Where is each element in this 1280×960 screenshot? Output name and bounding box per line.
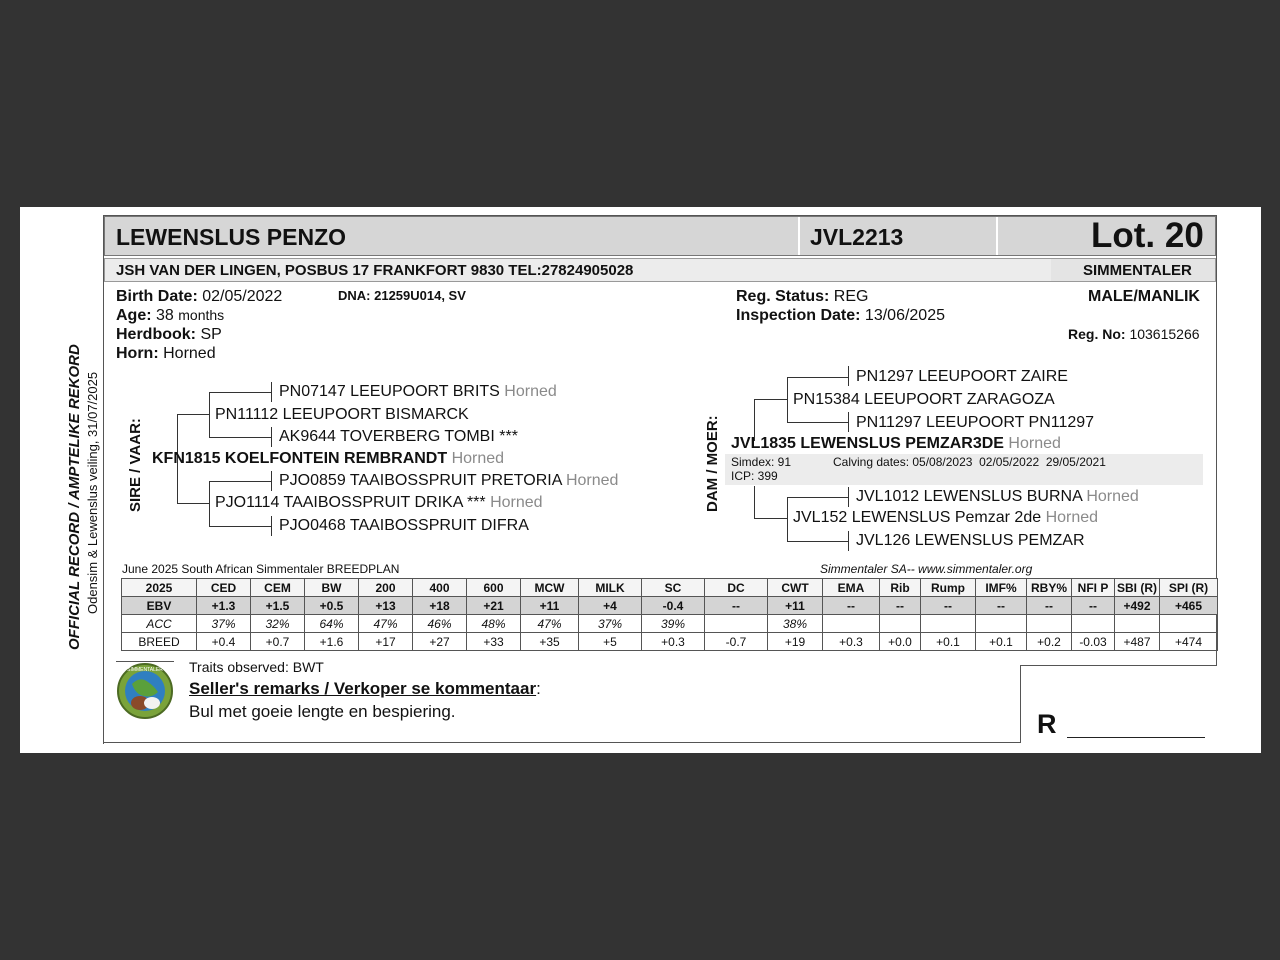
ebv-cell: +35 xyxy=(521,633,579,651)
venue-label: Odensim & Lewenslus veiling, 31/07/2025 xyxy=(85,371,100,614)
dam-sire-dam: PN11297 LEEUPOORT PN11297 xyxy=(856,414,1095,431)
svg-text:SIMMENTALER: SIMMENTALER xyxy=(127,667,163,673)
dam-sire: PN15384 LEEUPOORT ZARAGOZA xyxy=(793,391,1055,408)
dam-name: JVL1835 LEWENSLUS PEMZAR3DE Horned xyxy=(731,435,1061,452)
ebv-cell xyxy=(921,615,976,633)
sire-dam-sire: PJO0859 TAAIBOSSPRUIT PRETORIA Horned xyxy=(279,472,619,489)
animal-id: JVL2213 xyxy=(810,224,904,250)
ebv-cell: -- xyxy=(880,597,921,615)
ebv-cell: -0.03 xyxy=(1072,633,1115,651)
ebv-cell: -0.7 xyxy=(705,633,768,651)
dam-icp: ICP: 399 xyxy=(731,469,778,483)
lot-number: Lot. 20 xyxy=(1091,216,1204,255)
inspection-date: Inspection Date: 13/06/2025 xyxy=(736,307,945,324)
owner-line: JSH VAN DER LINGEN, POSBUS 17 FRANKFORT 9830 TEL:27824905028 xyxy=(116,262,634,279)
ebv-cell: +27 xyxy=(413,633,467,651)
ebv-cell xyxy=(1072,615,1115,633)
ebv-cell: +19 xyxy=(768,633,823,651)
frame-bottom xyxy=(103,742,1021,743)
ebv-cell: MCW xyxy=(521,579,579,597)
ebv-cell: 47% xyxy=(359,615,413,633)
ebv-cell: +21 xyxy=(467,597,521,615)
ebv-cell: 38% xyxy=(768,615,823,633)
ebv-cell: +13 xyxy=(359,597,413,615)
ebv-cell: +1.3 xyxy=(197,597,251,615)
dam-dam-sire: JVL1012 LEWENSLUS BURNA Horned xyxy=(856,488,1139,505)
sire-sire: PN11112 LEEUPOORT BISMARCK xyxy=(215,406,469,423)
ebv-cell: +11 xyxy=(768,597,823,615)
ebv-cell: RBY% xyxy=(1027,579,1072,597)
ebv-cell: DC xyxy=(705,579,768,597)
ebv-cell xyxy=(1160,615,1218,633)
ebv-cell: 600 xyxy=(467,579,521,597)
ebv-cell: +0.0 xyxy=(880,633,921,651)
dam-label: DAM / MOER: xyxy=(704,415,721,512)
ebv-cell: 47% xyxy=(521,615,579,633)
ebv-cell: +18 xyxy=(413,597,467,615)
ebv-cell: SBI (R) xyxy=(1115,579,1160,597)
ebv-cell: EMA xyxy=(823,579,880,597)
ebv-cell: +0.3 xyxy=(823,633,880,651)
ebv-cell: 400 xyxy=(413,579,467,597)
ebv-cell: -- xyxy=(1072,597,1115,615)
dam-calving-dates: Calving dates: 05/08/2023 02/05/2022 29/05/2021 xyxy=(833,455,1106,469)
ebv-cell xyxy=(880,615,921,633)
dna: DNA: 21259U014, SV xyxy=(338,288,466,303)
ebv-cell: +11 xyxy=(521,597,579,615)
ebv-cell: +474 xyxy=(1160,633,1218,651)
traits-observed: Traits observed: BWT xyxy=(189,659,324,675)
ebv-cell: +0.7 xyxy=(251,633,305,651)
ebv-table xyxy=(121,578,1218,651)
frame-step-v xyxy=(1020,665,1021,743)
breedplan-source: Simmentaler SA-- www.simmentaler.org xyxy=(820,562,1033,576)
price-field[interactable] xyxy=(1067,737,1205,738)
sex: MALE/MANLIK xyxy=(1088,288,1200,305)
ebv-row-ebvrow xyxy=(122,597,1218,615)
ebv-cell: +0.3 xyxy=(642,633,705,651)
ebv-cell: +4 xyxy=(579,597,642,615)
breed-name: SIMMENTALER xyxy=(1083,262,1192,279)
ebv-cell: Rump xyxy=(921,579,976,597)
ebv-cell: SC xyxy=(642,579,705,597)
sire-dam-dam: PJO0468 TAAIBOSSPRUIT DIFRA xyxy=(279,517,529,534)
animal-name: LEWENSLUS PENZO xyxy=(116,224,347,250)
ebv-cell: -- xyxy=(705,597,768,615)
ebv-cell: CWT xyxy=(768,579,823,597)
official-record-label: OFFICIAL RECORD / AMPTELIKE REKORD xyxy=(66,344,83,650)
ebv-cell: SPI (R) xyxy=(1160,579,1218,597)
ebv-cell: +0.1 xyxy=(976,633,1027,651)
ebv-cell: 48% xyxy=(467,615,521,633)
ebv-cell: IMF% xyxy=(976,579,1027,597)
ebv-cell: EBV xyxy=(122,597,197,615)
birth-date: Birth Date: 02/05/2022 xyxy=(116,288,283,305)
ebv-cell: +465 xyxy=(1160,597,1218,615)
ebv-cell: 37% xyxy=(579,615,642,633)
remarks-text: Bul met goeie lengte en bespiering. xyxy=(189,702,456,721)
dam-dam-dam: JVL126 LEWENSLUS PEMZAR xyxy=(856,532,1085,549)
ebv-cell: 37% xyxy=(197,615,251,633)
sire-name: KFN1815 KOELFONTEIN REMBRANDT Horned xyxy=(152,450,505,467)
dam-simdex: Simdex: 91 xyxy=(731,455,792,469)
ebv-cell: 64% xyxy=(305,615,359,633)
ebv-cell xyxy=(1115,615,1160,633)
ebv-cell: 39% xyxy=(642,615,705,633)
ebv-cell: +492 xyxy=(1115,597,1160,615)
herdbook: Herdbook: SP xyxy=(116,326,222,343)
ebv-cell: BW xyxy=(305,579,359,597)
ebv-cell: -- xyxy=(976,597,1027,615)
ebv-cell: 200 xyxy=(359,579,413,597)
ebv-cell: 2025 xyxy=(122,579,197,597)
ebv-cell: +0.2 xyxy=(1027,633,1072,651)
ebv-cell: Rib xyxy=(880,579,921,597)
ebv-cell xyxy=(1027,615,1072,633)
ebv-cell: +5 xyxy=(579,633,642,651)
remarks-heading: Seller's remarks / Verkoper se kommentaar: xyxy=(189,679,541,698)
ebv-cell: +1.6 xyxy=(305,633,359,651)
ebv-cell: -- xyxy=(823,597,880,615)
price-prefix: R xyxy=(1037,709,1057,739)
ebv-cell: CEM xyxy=(251,579,305,597)
ebv-cell: BREED xyxy=(122,633,197,651)
ebv-cell: +17 xyxy=(359,633,413,651)
dam-sire-sire: PN1297 LEEUPOORT ZAIRE xyxy=(856,368,1068,385)
ebv-cell: ACC xyxy=(122,615,197,633)
ebv-cell: +0.4 xyxy=(197,633,251,651)
ebv-row-acc xyxy=(122,615,1218,633)
ebv-cell: +33 xyxy=(467,633,521,651)
ebv-cell: NFI P xyxy=(1072,579,1115,597)
ebv-cell: +0.5 xyxy=(305,597,359,615)
logo xyxy=(114,662,176,720)
ebv-cell xyxy=(823,615,880,633)
horn: Horn: Horned xyxy=(116,345,216,362)
ebv-row-head xyxy=(122,579,1218,597)
ebv-cell: +487 xyxy=(1115,633,1160,651)
ebv-cell: CED xyxy=(197,579,251,597)
ebv-cell xyxy=(705,615,768,633)
dam-dam: JVL152 LEWENSLUS Pemzar 2de Horned xyxy=(793,509,1099,526)
sire-sire-dam: AK9644 TOVERBERG TOMBI *** xyxy=(279,428,518,445)
frame-step xyxy=(1020,665,1217,666)
sire-dam: PJO1114 TAAIBOSSPRUIT DRIKA *** Horned xyxy=(215,494,543,511)
ebv-cell: 32% xyxy=(251,615,305,633)
ebv-cell: MILK xyxy=(579,579,642,597)
ebv-cell: 46% xyxy=(413,615,467,633)
ebv-row-breed xyxy=(122,633,1218,651)
age: Age: 38 months xyxy=(116,307,225,324)
sire-sire-sire: PN07147 LEEUPOORT BRITS Horned xyxy=(279,383,557,400)
reg-no: Reg. No: 103615266 xyxy=(1068,326,1200,342)
ebv-cell: -0.4 xyxy=(642,597,705,615)
ebv-cell: +0.1 xyxy=(921,633,976,651)
reg-status: Reg. Status: REG xyxy=(736,288,869,305)
breedplan-caption: June 2025 South African Simmentaler BREEDPLAN xyxy=(122,562,400,576)
ebv-cell: +1.5 xyxy=(251,597,305,615)
ebv-cell: -- xyxy=(1027,597,1072,615)
ebv-cell xyxy=(976,615,1027,633)
ebv-cell: -- xyxy=(921,597,976,615)
sire-label: SIRE / VAAR: xyxy=(127,418,144,512)
